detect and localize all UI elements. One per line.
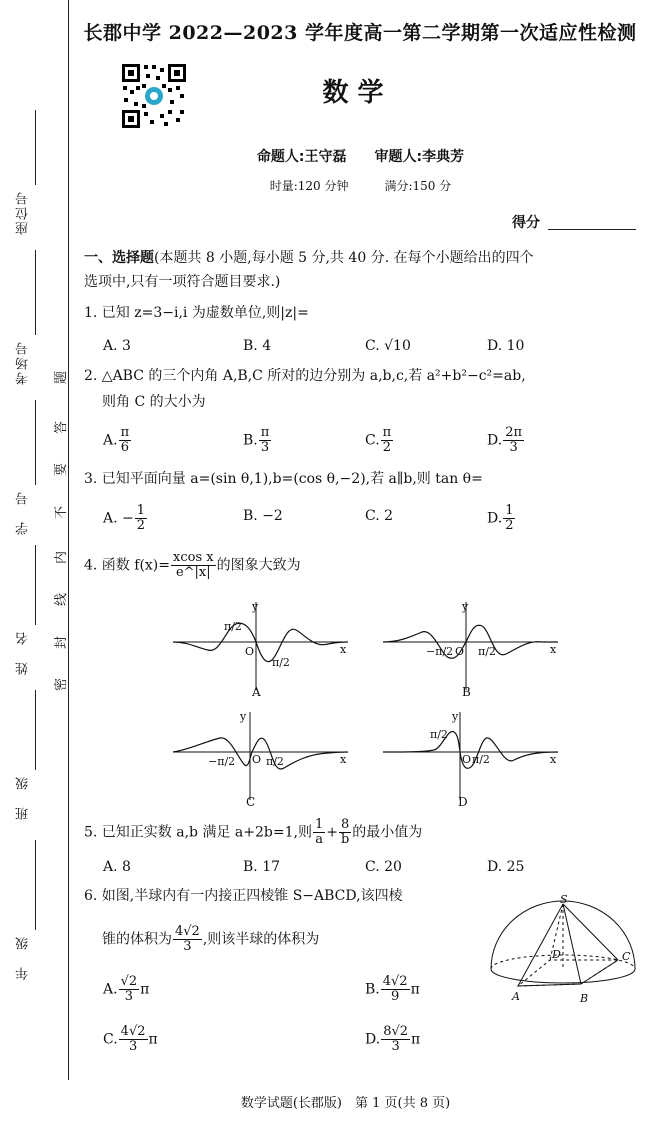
q2-stem: 2. △ABC 的三个内角 A,B,C 所对的边分别为 a,b,c,若 a²+b²−c²=ab, xyxy=(84,368,526,384)
q1-option-c: C. √10 xyxy=(365,338,411,354)
q1-stem: 1. 已知 z=3−i,i 为虚数单位,则|z|= xyxy=(84,305,309,321)
q3-option-c: C. 2 xyxy=(365,508,394,524)
q2-stem-2: 则角 C 的大小为 xyxy=(102,394,206,410)
graph-d-tick: π/2 xyxy=(472,753,490,766)
seal-char: 题 xyxy=(54,370,70,385)
graph-c-x-label: x xyxy=(340,753,347,766)
seal-char: 密 xyxy=(54,677,70,692)
q2-option-b: B. $\frac{\pi}{3}$ xyxy=(243,425,270,455)
exam-header: 长郡中学 2022—2023 学年度高一第二学期第一次适应性检测 xyxy=(83,22,637,44)
graph-b-label: B xyxy=(462,685,471,699)
q4-graph-c xyxy=(168,708,358,808)
student-id-blank xyxy=(35,400,36,485)
q3-option-a: A. − $\frac{1}{2}$ xyxy=(103,503,146,533)
graph-b-tick: −π/2 xyxy=(426,645,454,658)
q2-option-d: D. $\frac{2\pi}{3}$ xyxy=(487,425,523,455)
q3-option-b: B. −2 xyxy=(243,508,283,524)
class-blank xyxy=(35,690,36,770)
graph-c-tick: π/2 xyxy=(266,755,284,768)
q5-option-a: A. 8 xyxy=(103,859,131,875)
fig-label-b: B xyxy=(580,992,589,1005)
fig-label-s: S xyxy=(560,893,568,906)
q5-stem: 5. 已知正实数 a,b 满足 a+2b=1,则 $\frac{1}{a}$ + $\frac{8}{b}$ 的最小值为 xyxy=(84,817,423,847)
graph-d-y-label: y xyxy=(452,710,459,723)
q6-stem-2: 锥的体积为 $\frac{4√2}{3}$ ,则该半球的体积为 xyxy=(102,924,320,954)
graph-a-tick: π/2 xyxy=(272,656,290,669)
seal-char: 答 xyxy=(54,420,70,435)
exam-room-blank xyxy=(35,250,36,335)
q2-option-a: A. $\frac{\pi}{6}$ xyxy=(103,425,130,455)
q3-option-d: D. $\frac{1}{2}$ xyxy=(487,503,514,533)
graph-c-origin: O xyxy=(252,753,262,766)
seat-label: 座位号 xyxy=(16,190,31,235)
name-blank xyxy=(35,545,36,625)
q5-option-d: D. 25 xyxy=(487,859,525,875)
graph-a-y-label: y xyxy=(252,600,259,613)
exam-room-label: 考场号 xyxy=(16,340,31,385)
fig-label-c: C xyxy=(622,950,631,963)
q4-graph-a xyxy=(168,598,358,698)
q3-stem: 3. 已知平面向量 a=(sin θ,1),b=(cos θ,−2),若 a∥b,则 tan θ= xyxy=(84,471,483,487)
graph-b-x-label: x xyxy=(550,643,557,656)
time-info: 时量:120 分钟 满分:150 分 xyxy=(269,179,452,193)
q6-option-a: A. $\frac{√2}{3}$ π xyxy=(103,974,150,1004)
student-id-label: 学 号 xyxy=(16,490,31,535)
graph-a-label: A xyxy=(252,685,261,699)
seal-char: 线 xyxy=(54,592,70,607)
grade-blank xyxy=(35,840,36,930)
section-desc: (本题共 8 小题,每小题 5 分,共 40 分. 在每个小题给出的四个 xyxy=(154,250,534,266)
fig-label-a: A xyxy=(512,990,520,1003)
q6-option-b: B. $\frac{4√2}{9}$ π xyxy=(365,974,420,1004)
graph-c-label: C xyxy=(246,795,256,809)
q4-graph-b xyxy=(378,598,568,698)
score-label: 得分 xyxy=(512,215,540,231)
q6-option-c: C. $\frac{4√2}{3}$ π xyxy=(103,1024,158,1054)
authors: 命题人:王守磊 审题人:李典芳 xyxy=(256,149,465,165)
section-heading xyxy=(84,248,534,268)
q6-hemisphere-figure xyxy=(486,894,641,1009)
q1-option-d: D. 10 xyxy=(487,338,525,354)
q6-option-d: D. $\frac{8√2}{3}$ π xyxy=(365,1024,421,1054)
graph-b-origin: O xyxy=(455,645,465,658)
score-blank xyxy=(548,229,636,230)
q5-option-b: B. 17 xyxy=(243,859,281,875)
graph-d-x-label: x xyxy=(550,753,557,766)
q1-option-b: B. 4 xyxy=(243,338,272,354)
seal-char: 不 xyxy=(54,505,70,520)
graph-b-y-label: y xyxy=(462,600,469,613)
seal-char: 封 xyxy=(54,635,70,650)
name-label: 姓 名 xyxy=(16,630,31,675)
q5-option-c: C. 20 xyxy=(365,859,402,875)
seal-char: 内 xyxy=(54,550,70,565)
q6-stem: 6. 如图,半球内有一内接正四棱锥 S−ABCD,该四棱 xyxy=(84,888,403,904)
graph-b-tick: π/2 xyxy=(478,645,496,658)
fig-label-d: D xyxy=(552,948,561,961)
subject-title: 数 学 xyxy=(322,78,384,108)
graph-c-tick: −π/2 xyxy=(208,755,236,768)
page-footer: 数学试题(长郡版) 第 1 页(共 8 页) xyxy=(240,1096,451,1111)
q1-option-a: A. 3 xyxy=(103,338,131,354)
graph-d-origin: O xyxy=(462,753,472,766)
class-label: 班 级 xyxy=(16,775,31,820)
graph-d-label: D xyxy=(458,795,468,809)
graph-a-x-label: x xyxy=(340,643,347,656)
q2-option-c: C. $\frac{\pi}{2}$ xyxy=(365,425,392,455)
graph-c-y-label: y xyxy=(240,710,247,723)
graph-a-tick: π/2 xyxy=(224,620,242,633)
seal-char: 要 xyxy=(54,462,70,477)
graph-a-origin: O xyxy=(245,645,255,658)
section-title: 一、选择题 xyxy=(84,250,154,266)
graph-d-tick: π/2 xyxy=(430,728,448,741)
grade-label: 年 级 xyxy=(16,935,31,980)
q4-stem: 4. 函数 f(x)= $\frac{\text{xcos x}}{e\^{}|x|}$ 的图象大致为 xyxy=(84,550,301,580)
section-desc-2: 选项中,只有一项符合题目要求.) xyxy=(84,274,281,290)
